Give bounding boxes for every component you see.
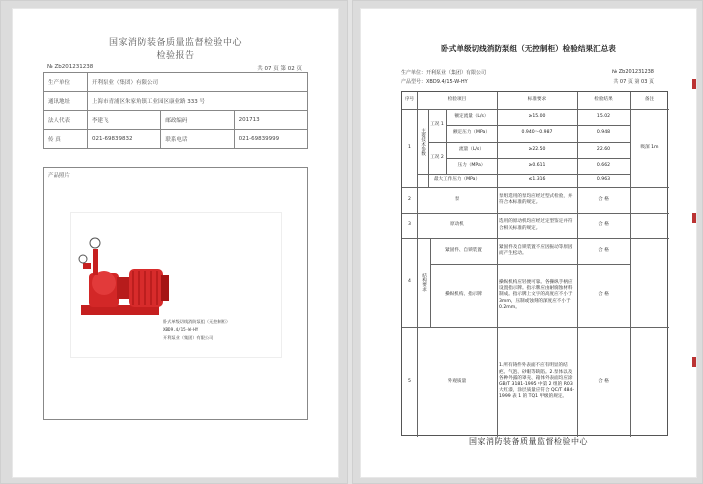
param-name: 额定压力（MPa） — [453, 130, 490, 136]
row1-no: 1 — [408, 144, 411, 150]
header-note: 备注 — [644, 97, 655, 103]
row4-group: 结构要求 — [421, 273, 427, 292]
param-name: 压力（MPa） — [457, 162, 486, 168]
row2-standard: 泵组选用的泵均应经过型式检验，并符合本标准的规定。 — [499, 193, 573, 205]
left-document-frame — [0, 0, 348, 484]
right-company: 生产单位：开利泵业（集团）有限公司 — [401, 70, 487, 76]
row1-note: 吸深 1m — [640, 144, 659, 150]
company-info-table — [43, 72, 308, 149]
binder-mark — [692, 213, 696, 223]
field-label: 通讯地址 — [44, 92, 88, 111]
param-standard: ≥22.50 — [528, 146, 546, 152]
report-page-2 — [13, 9, 338, 477]
binder-mark — [692, 79, 696, 89]
field-label: 邮政编码 — [161, 111, 234, 130]
table-row — [44, 111, 308, 130]
param-standard: ≥15.00 — [528, 113, 546, 119]
right-page-info: 共 07 页 第 03 页 — [613, 79, 654, 85]
summary-title: 卧式单级切线消防泵组（无控制柜）检验结果汇总表 — [441, 44, 616, 53]
param-result: 0.948 — [596, 130, 611, 136]
field-value: 李建飞 — [88, 111, 161, 130]
photo-caption-model: XBD9.4/15-W-HY — [163, 327, 199, 332]
field-value: 上海市青浦区朱家角镇工业园区康业路 333 号 — [88, 92, 308, 111]
param-standard: ≤1.316 — [528, 177, 546, 183]
row1-group: 主要技术参数 — [420, 127, 426, 156]
param-name: 最大工作压力（MPa） — [433, 177, 481, 183]
param-standard: ≥0.611 — [528, 162, 546, 168]
binder-mark — [692, 357, 696, 367]
table-row — [44, 73, 308, 92]
row3-item: 原动机 — [450, 222, 464, 228]
param-name: 额定流量（L/s） — [454, 113, 489, 119]
row3-standard: 选用的原动机均应经过定型鉴定并符合相关标准的规定。 — [499, 219, 573, 231]
row4-sub1-item: 紧固件、自锁装置 — [445, 247, 482, 253]
row2-item: 泵 — [454, 196, 460, 202]
row5-no: 5 — [408, 378, 411, 384]
row2-no: 2 — [408, 196, 411, 202]
row4-sub2-result: 合 格 — [598, 292, 609, 298]
field-label: 联系电话 — [161, 130, 234, 149]
row4-sub2-item: 操纵机构、指示牌 — [445, 292, 482, 298]
row4-sub1-standard: 紧固件及自锁装置不应因振动等原因而产生松动。 — [499, 244, 573, 256]
table-row — [44, 92, 308, 111]
right-report-number: № Zb201231238 — [611, 69, 654, 75]
row1-condition2: 工况 2 — [430, 154, 444, 160]
field-label: 生产单位 — [44, 73, 88, 92]
right-document-frame — [352, 0, 703, 484]
table-row — [44, 130, 308, 149]
left-page-info: 共 07 页 第 02 页 — [257, 66, 302, 72]
row3-result: 合 格 — [598, 222, 609, 228]
param-result: 0.662 — [596, 162, 611, 168]
photo-section-label: 产品照片 — [48, 173, 71, 179]
field-label: 法人代表 — [44, 111, 88, 130]
param-result: 15.02 — [596, 113, 611, 119]
param-result: 0.963 — [596, 177, 611, 183]
left-heading-agency: 国家消防装备质量监督检验中心 — [108, 38, 242, 48]
header-standard: 标准要求 — [527, 97, 547, 103]
field-label: 传 真 — [44, 130, 88, 149]
header-no: 序号 — [404, 97, 415, 103]
photo-caption-name: 卧式单级切线消防泵组（无控制柜） — [163, 319, 231, 324]
param-result: 22.60 — [596, 146, 611, 152]
row3-no: 3 — [408, 222, 411, 228]
product-photo — [70, 212, 282, 358]
report-page-3 — [361, 9, 696, 477]
results-summary-table — [401, 91, 668, 436]
right-model: 产品型号：XBD9.4/15-W-HY — [401, 79, 468, 85]
header-item: 检验项目 — [447, 97, 467, 103]
left-heading-report: 检验报告 — [156, 51, 195, 61]
header-result: 检验结果 — [594, 97, 613, 103]
product-photo-section — [43, 167, 308, 420]
row5-result: 合 格 — [598, 378, 609, 384]
row4-sub2-standard: 操纵机构应轻便可靠。各操纵手柄应设置指示牌。指示牌应由耐腐蚀材料制成。指示牌上文字的高度应不小于 3mm，压制或蚀刻的深度应不小于 0.2mm。 — [499, 280, 573, 310]
param-name: 流量（L/s） — [459, 146, 484, 152]
row1-condition1: 工况 1 — [430, 122, 444, 128]
row5-item: 外观质量 — [447, 378, 467, 384]
field-value: 开利泵业（集团）有限公司 — [88, 73, 308, 92]
field-value: 021-69839832 — [88, 130, 161, 149]
row4-sub1-result: 合 格 — [598, 247, 609, 253]
field-value: 201713 — [234, 111, 307, 130]
row2-result: 合 格 — [598, 196, 609, 202]
row4-no: 4 — [408, 279, 411, 285]
row5-standard: 1.所有铸件外表面不应有明显的结疤、气泡、砂眼等缺陷。2.泵体以及各种外露的罩壳、箱体外表面均应涂 GB/T 3181-1995 中第 2 组的 R03 大红漆，涂层质量应符合 QC/T 484-1999 表 1 的 TQ1 甲级的规定。 — [499, 363, 575, 400]
left-report-number: № Zb201231238 — [47, 64, 94, 70]
field-value: 021-69839999 — [234, 130, 307, 149]
right-footer-agency: 国家消防装备质量监督检验中心 — [469, 437, 588, 446]
param-standard: 0.940～0.987 — [521, 130, 553, 136]
photo-caption-company: 开利泵业（集团）有限公司 — [163, 335, 214, 340]
